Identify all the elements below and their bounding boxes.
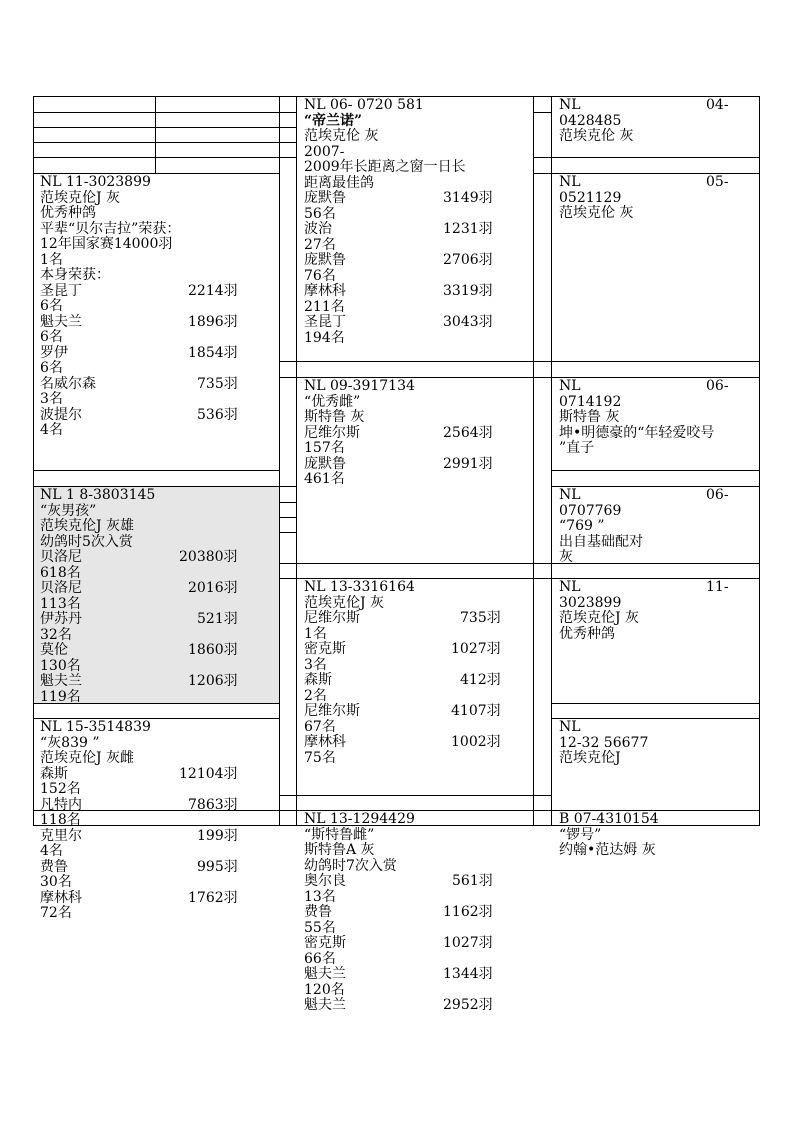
record-line-text: 6名 (40, 329, 63, 345)
record-line-text: 157名 (304, 440, 345, 456)
record-line-text: 152名 (40, 781, 81, 797)
record-line-text: 本身荣获： (40, 267, 110, 283)
record-line (559, 519, 729, 535)
record-line-text: 庞默鲁 (304, 455, 346, 472)
ancestor-cell-2 (559, 175, 729, 222)
record-line-text: 66名 (304, 950, 336, 967)
record-line-text: 3名 (40, 391, 63, 407)
record-line-text: 魁夫兰 (40, 313, 82, 330)
record-line-text: 波治 (304, 221, 332, 237)
record-line-count: 1162羽 (443, 904, 493, 920)
record-line-text: ”直子 (559, 440, 595, 456)
record-line-text: 范埃克伦 灰 (304, 128, 379, 144)
record-line-count: 2991羽 (443, 455, 493, 472)
record-line-text: 优秀种鸽 (559, 625, 615, 642)
record-line-text: 贝洛尼 (40, 549, 82, 565)
ancestor-cell-7 (559, 812, 729, 859)
record-line-count: 3149羽 (443, 190, 493, 206)
record-line-text: 75名 (304, 749, 336, 766)
record-line-text: 67名 (304, 718, 336, 735)
record-line-count: 2214羽 (188, 282, 238, 299)
ring-number-count: 06- (706, 378, 729, 394)
record-line-text: 范埃克伦J 灰 (559, 610, 640, 626)
record-line-count: 2952羽 (443, 997, 493, 1013)
record-line-text: 摩林科 (304, 734, 346, 750)
record-line-text: 平辈“贝尔吉拉”荣获： (40, 220, 181, 237)
record-line-count: 1860羽 (188, 642, 238, 658)
record-line-text: 魁夫兰 (304, 997, 346, 1013)
record-line-text: 优秀种鸽 (40, 205, 96, 221)
ring-number (559, 98, 729, 114)
record-line-text: 庞默鲁 (304, 252, 346, 268)
record-line-text: 4名 (40, 422, 63, 438)
record-line (559, 129, 729, 145)
ring-number-text: B 07-4310154 (559, 811, 659, 827)
record-line (559, 114, 729, 130)
ring-number-text: NL (559, 378, 581, 394)
record-line-text: 克里尔 (40, 827, 82, 844)
record-line-count: 1206羽 (188, 673, 238, 689)
record-line-count: 1762羽 (188, 889, 238, 906)
record-line-text: 461名 (304, 471, 345, 487)
record-line (559, 426, 729, 442)
ring-number (559, 379, 729, 395)
ring-number-text: NL 13-1294429 (304, 811, 415, 827)
record-line-text: 费鲁 (304, 904, 332, 920)
record-line-text: 12-32 56677 (559, 734, 649, 751)
record-line-text: 范埃克伦J 灰雌 (40, 750, 135, 766)
ancestor-cell-5 (559, 580, 729, 642)
record-line-text: 魁夫兰 (304, 966, 346, 982)
ring-number-text: NL 11-3023899 (40, 174, 151, 190)
record-line-count: 3043羽 (443, 314, 493, 330)
record-line-text: 森斯 (304, 672, 332, 688)
record-line-count: 199羽 (197, 827, 238, 844)
record-line-text: 3名 (304, 656, 327, 673)
record-line-count: 1027羽 (451, 641, 501, 657)
record-line-count: 735羽 (197, 375, 238, 392)
record-line-text: 魁夫兰 (40, 673, 82, 689)
record-line-text: 4名 (40, 843, 63, 859)
record-line-text: 2名 (304, 687, 327, 704)
record-line (559, 191, 729, 207)
ring-number (559, 175, 729, 191)
record-line-text: 莫伦 (40, 642, 68, 658)
record-line-text: 27名 (304, 236, 336, 253)
record-line-text: 出自基础配对 (559, 533, 643, 550)
record-line-text: 幼鸽时7次入赏 (304, 857, 397, 874)
record-line-text: 距离最佳鸽 (304, 174, 374, 191)
record-line-text: 费鲁 (40, 858, 68, 875)
ring-number-text: NL 09-3917134 (304, 378, 415, 394)
record-line-text: 618名 (40, 564, 81, 581)
record-line (559, 627, 729, 643)
record-line-count: 2564羽 (443, 424, 493, 441)
ring-number-count: 06- (706, 487, 729, 503)
ring-number-text: NL (559, 174, 581, 190)
record-line-text: 尼维尔斯 (304, 610, 360, 626)
record-line-count: 536羽 (197, 406, 238, 423)
record-line-text: 118名 (40, 812, 81, 828)
record-line-text: 幼鸽时5次入赏 (40, 533, 133, 550)
record-line-text: “斯特鲁雌” (304, 826, 375, 843)
record-line-text: 罗伊 (40, 344, 68, 361)
record-line-text: 圣昆丁 (40, 282, 82, 299)
record-line-text: 灰 (559, 549, 573, 565)
record-line-text: 密克斯 (304, 641, 346, 657)
record-line-text: 0707769 (559, 502, 622, 519)
record-line-text: 2009年长距离之窗一日长 (304, 159, 466, 175)
record-line-text: 奥尔良 (304, 873, 346, 889)
record-line-text: 尼维尔斯 (304, 703, 360, 719)
record-line-text: 0714192 (559, 393, 622, 410)
record-line-count: 1896羽 (188, 313, 238, 330)
record-line-text: 12年国家赛14000羽 (40, 236, 173, 252)
record-line-text: 范埃克伦J 灰 (40, 189, 121, 206)
record-line-text: 6名 (40, 298, 63, 314)
record-line (559, 206, 729, 222)
record-line-text: 尼维尔斯 (304, 424, 360, 441)
record-line-text: 119名 (40, 688, 81, 705)
record-line-text: “优秀雌” (304, 393, 361, 410)
record-line-text: 斯特鲁 灰 (559, 409, 620, 425)
record-line-text: 摩林科 (304, 283, 346, 299)
record-line-text: 斯特鲁 灰 (304, 409, 365, 425)
record-line-count: 20380羽 (179, 549, 238, 565)
ring-number-text: NL (559, 97, 581, 113)
ring-number (559, 812, 729, 828)
ancestor-cell-1 (559, 98, 729, 145)
record-line-text: 伊苏丹 (40, 611, 82, 627)
ring-number-text: NL (559, 487, 581, 503)
record-line-text: 13名 (304, 888, 336, 905)
record-line-text: “灰男孩” (40, 502, 97, 519)
record-line-text: “灰839 ” (40, 734, 100, 751)
record-line-count: 1344羽 (443, 966, 493, 982)
record-line-count: 995羽 (197, 858, 238, 875)
record-line-text: 摩林科 (40, 889, 82, 906)
record-line-text: 113名 (40, 595, 81, 612)
record-line-count: 2706羽 (443, 252, 493, 268)
record-line-text: 森斯 (40, 765, 68, 782)
record-line-text: 76名 (304, 267, 336, 284)
record-line-count: 412羽 (460, 672, 501, 688)
ring-number-text: NL 15-3514839 (40, 719, 151, 735)
ring-number (559, 488, 729, 504)
record-line-text: 范埃克伦J 灰雄 (40, 518, 135, 534)
record-line-text: 1名 (304, 625, 327, 642)
record-line-text: 194名 (304, 329, 345, 346)
record-line (559, 441, 729, 457)
record-line-text: 斯特鲁A 灰 (304, 842, 375, 858)
record-line-text: 30名 (40, 874, 72, 890)
record-line-text: 名威尔森 (40, 375, 96, 392)
ring-number (559, 580, 729, 596)
record-line-text: 波提尔 (40, 406, 82, 423)
record-line-text: 72名 (40, 905, 72, 921)
record-line-count: 1231羽 (443, 221, 493, 237)
record-line (559, 611, 729, 627)
record-line-count: 3319羽 (443, 283, 493, 299)
record-line (559, 828, 729, 844)
record-line-text: 范埃克伦J 灰 (304, 594, 385, 611)
record-line-text: 56名 (304, 205, 336, 222)
ring-number-text: NL 06- 0720 581 (304, 97, 424, 113)
record-line-count: 2016羽 (188, 580, 238, 596)
ring-number-count: 05- (706, 174, 729, 190)
record-line-text: 6名 (40, 360, 63, 376)
record-line-text: 范埃克伦J (559, 750, 621, 766)
record-line-text: 凡特内 (40, 796, 82, 813)
record-line-text: 0521129 (559, 189, 622, 206)
record-line-text: 圣昆丁 (304, 314, 346, 330)
record-line-count: 7863羽 (188, 796, 238, 813)
record-line-text: 211名 (304, 298, 345, 315)
record-line (559, 410, 729, 426)
record-line-count: 4107羽 (451, 703, 501, 719)
record-line (559, 504, 729, 520)
record-line (559, 843, 729, 859)
record-line-text: “帝兰诺” (304, 112, 363, 129)
record-line-text: 范埃克伦 灰 (559, 128, 634, 144)
ancestor-cell-6 (559, 720, 729, 767)
record-line-count: 12104羽 (179, 765, 238, 782)
record-line-text: 1名 (40, 251, 63, 268)
ring-number-text: NL (559, 579, 581, 595)
record-line-count: 521羽 (197, 611, 238, 627)
ring-number-count: 11- (706, 579, 729, 595)
record-line-text: “锣号” (559, 826, 602, 843)
record-line-count: 735羽 (460, 610, 501, 626)
ring-number-text: NL 13-3316164 (304, 579, 415, 595)
record-line (559, 395, 729, 411)
record-line-text: 坤•明德豪的“年轻爱咬号 (559, 424, 715, 441)
record-line-count: 1002羽 (451, 734, 501, 750)
record-line-text: “769 ” (559, 518, 605, 534)
record-line-text: 0428485 (559, 112, 622, 129)
ring-number-text: NL (559, 719, 581, 735)
record-line (559, 751, 729, 767)
ring-number (559, 720, 729, 736)
record-line-text: 庞默鲁 (304, 190, 346, 206)
ancestor-cell-3 (559, 379, 729, 457)
record-line (559, 535, 729, 551)
record-line-text: 约翰•范达姆 灰 (559, 842, 656, 858)
record-line-text: 范埃克伦 灰 (559, 205, 634, 221)
record-line-text: 55名 (304, 919, 336, 936)
record-line (559, 550, 729, 566)
record-line-text: 3023899 (559, 594, 622, 611)
ring-number-text: NL 1 8-3803145 (40, 487, 156, 503)
record-line-text: 贝洛尼 (40, 580, 82, 596)
record-line-text: 32名 (40, 626, 72, 643)
record-line-count: 1027羽 (443, 935, 493, 951)
record-line (559, 736, 729, 752)
record-line-text: 密克斯 (304, 935, 346, 951)
record-line-text: 120名 (304, 981, 345, 998)
ring-number-count: 04- (706, 97, 729, 113)
record-line-count: 1854羽 (188, 344, 238, 361)
record-line (559, 596, 729, 612)
record-line-text: 2007- (304, 143, 345, 160)
record-line-count: 561羽 (452, 873, 493, 889)
record-line-text: 130名 (40, 657, 81, 674)
ancestor-cell-4 (559, 488, 729, 566)
